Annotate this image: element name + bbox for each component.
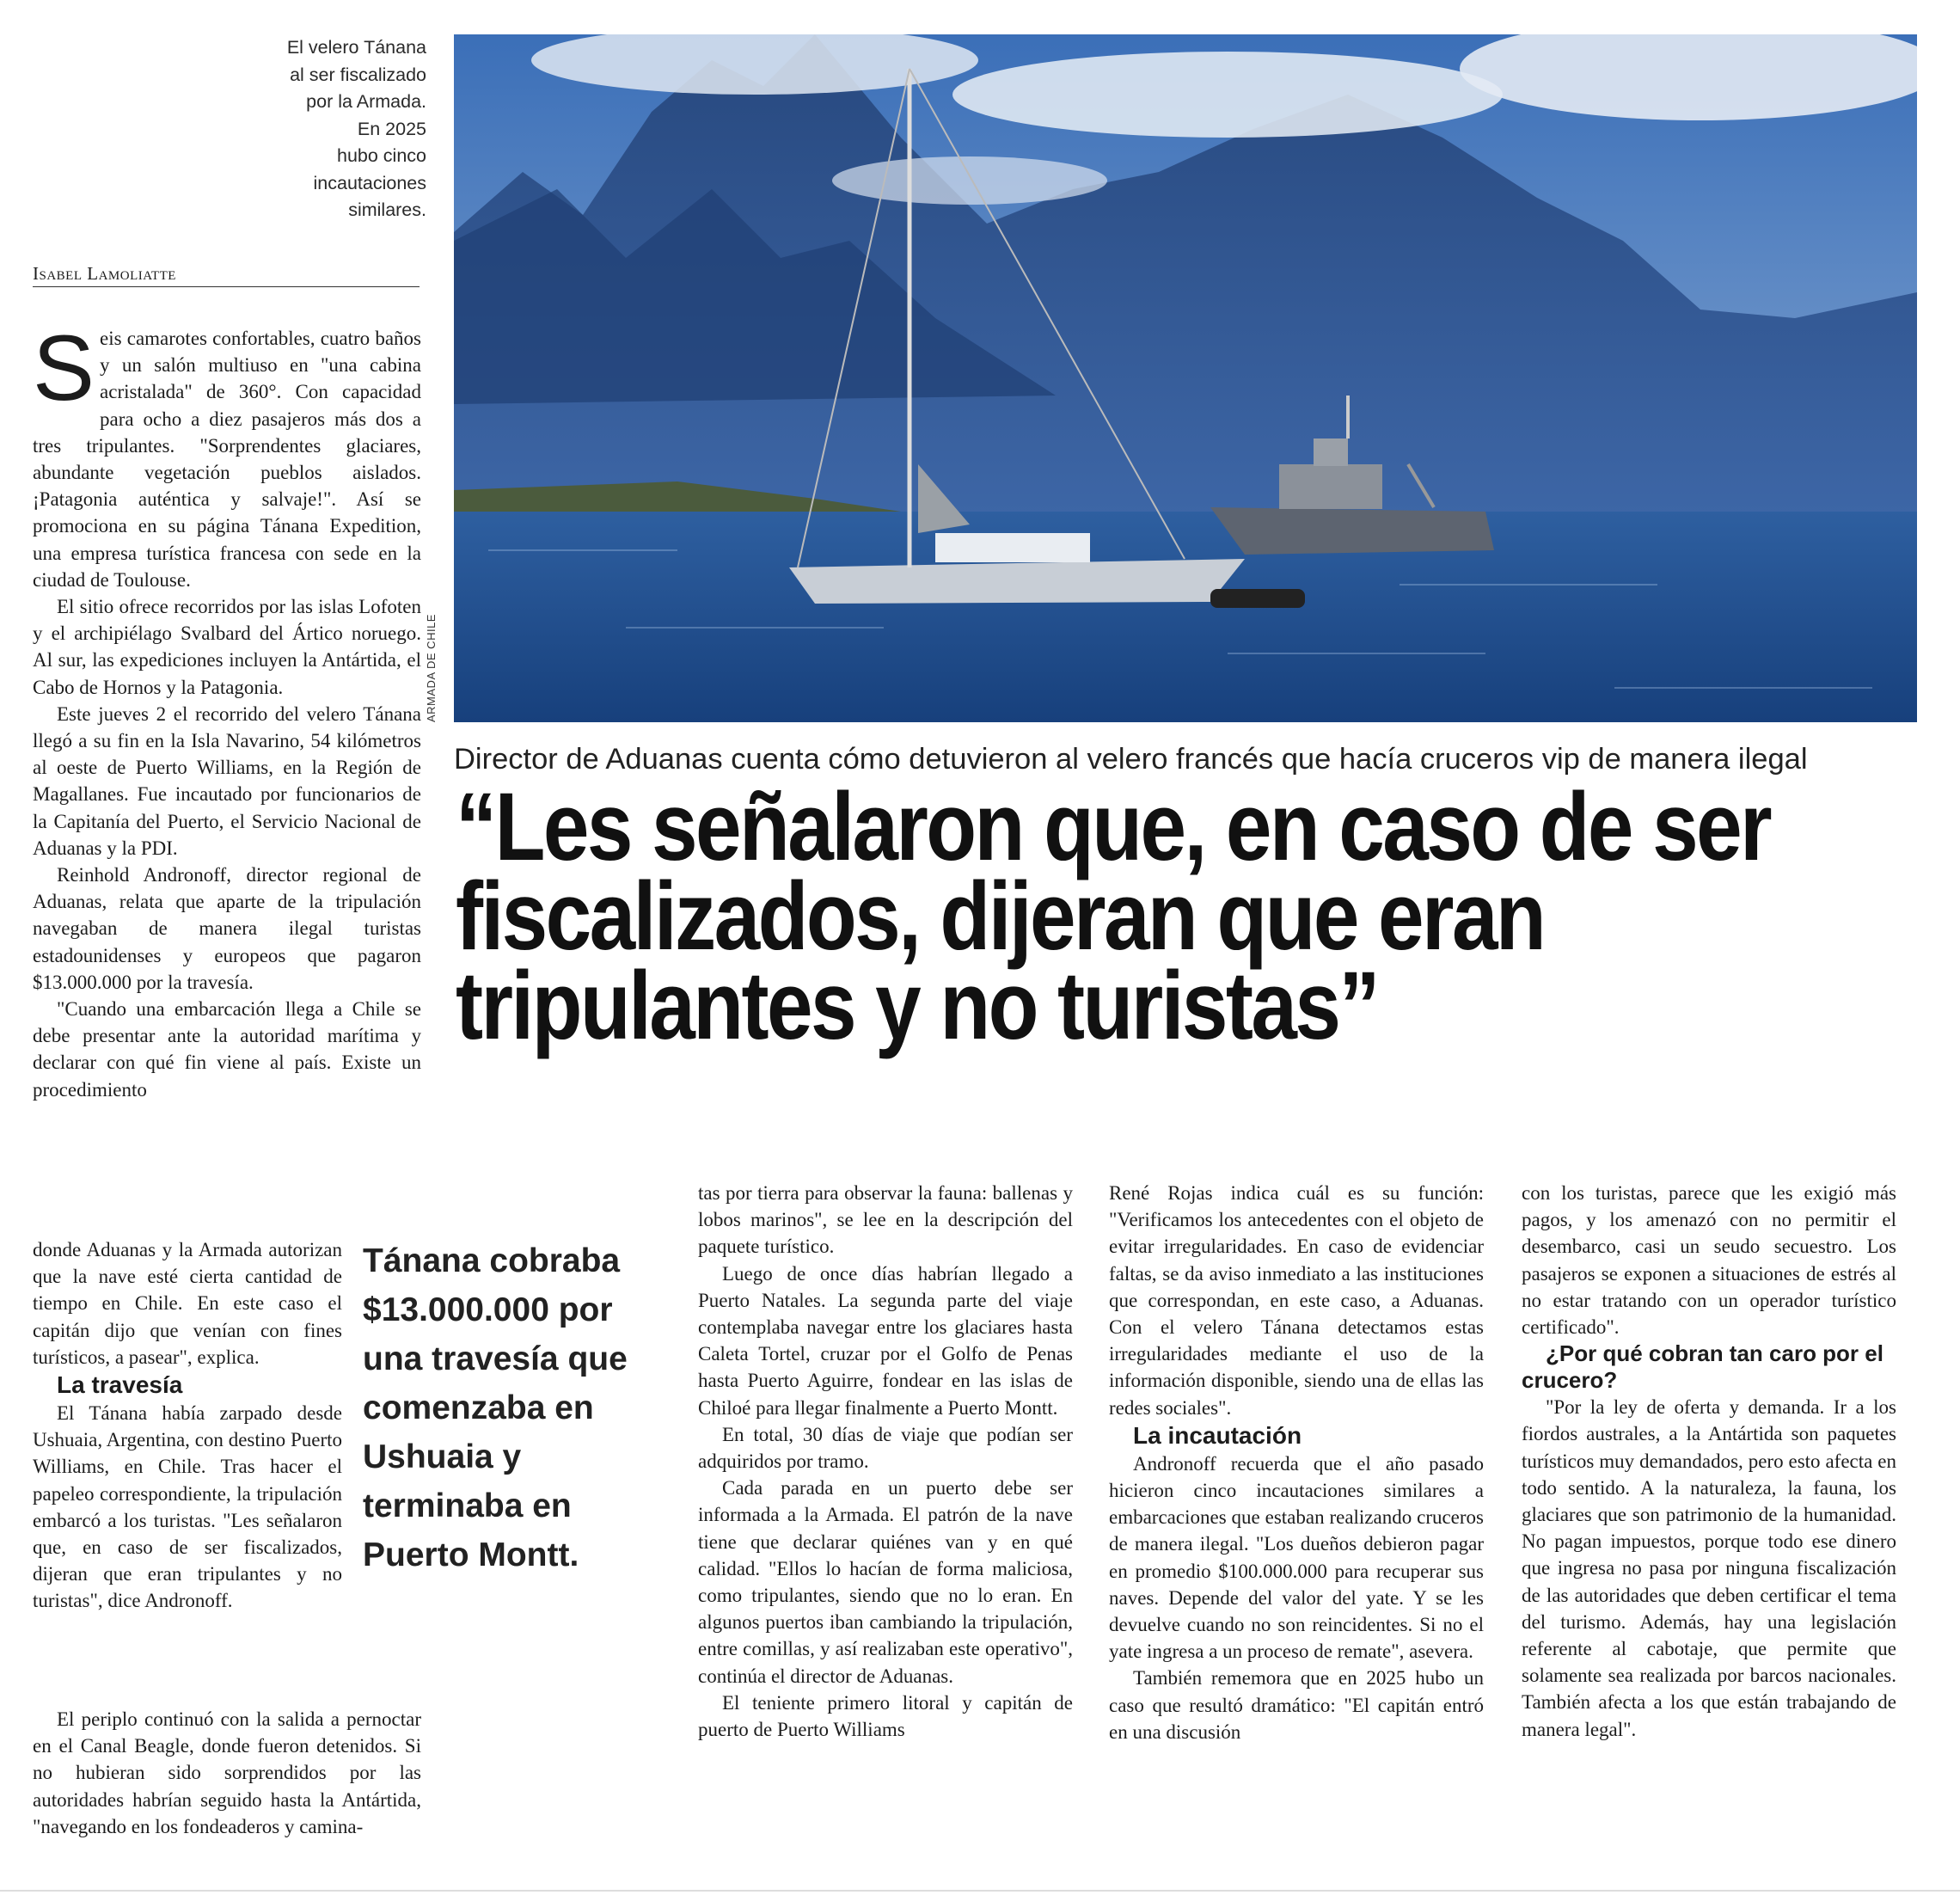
paragraph: Reinhold Andronoff, director regional de Aduanas, relata que aparte de la tripulación navegaban de manera ilegal turistas estadounidenses y europeos que pagaron $13.000.000 por la travesía. xyxy=(33,864,421,993)
paragraph: tas por tierra para observar la fauna: ballenas y lobos marinos", se lee en la descripción del paquete turístico. xyxy=(698,1182,1073,1258)
dropcap: S xyxy=(33,316,95,420)
paragraph: "Por la ley de oferta y demanda. Ir a los fiordos australes, a la Antártida son paquetes turísticos muy demandados, pero esto afecta en todo sentido. A la naturaleza, la fauna, los glaciares que son patrimonio de la humanidad. No pagan impuestos, porque todo ese dinero que ingresa no pasa por ninguna fiscalización de las autoridades que deben certificar el tema del turismo. Además, hay una legislación referente al cabotaje, que permite que solamente sea realizada por barcos nacionales. También afecta a los que están trabajando de manera legal". xyxy=(1522,1396,1896,1740)
byline: Isabel Lamoliatte xyxy=(33,263,420,287)
column-3 xyxy=(1109,1180,1484,1745)
paragraph: Cada parada en un puerto debe ser informada a la Armada. El patrón de la nave tiene que declarar quiénes van y en qué calidad. "Ellos lo hacían de forma maliciosa, como tripulantes, siendo que no lo eran. En algunos puertos iban cambiando la tripulación, entre comillas, y así realizaban este operativo", continúa el director de Aduanas. xyxy=(698,1477,1073,1687)
column-4 xyxy=(1522,1180,1896,1743)
caption-line: El velero Tánana xyxy=(286,37,426,58)
caption-line: por la Armada. xyxy=(306,91,426,112)
caption-line: hubo cinco xyxy=(337,145,426,166)
column-1-bottom xyxy=(33,1706,421,1840)
paragraph: con los turistas, parece que les exigió más pagos, y los amenazó con no permitir el desembarco, casi un seudo secuestro. Los pasajeros se exponen a situaciones de estrés al no estar tratando con un operador turístico certificado". xyxy=(1522,1182,1896,1339)
question-heading: ¿Por qué cobran tan caro por el crucero? xyxy=(1522,1340,1883,1394)
paragraph xyxy=(33,316,421,593)
photo-illustration xyxy=(454,34,1917,722)
paragraph: El periplo continuó con la salida a pernoctar en el Canal Beagle, donde fueron detenidos. Si no hubieran sido sorprendidos por las autoridades habrían seguido hasta la Antártida, "navegando en los fondeaderos y camina- xyxy=(33,1708,421,1837)
caption-line: En 2025 xyxy=(357,118,426,139)
paragraph: Andronoff recuerda que el año pasado hicieron cinco incautaciones similares a embarcaciones que estaban realizando cruceros de manera ilegal. "Los dueños debieron pagar en promedio $100.000.000 para recuperar sus naves. Depende del valor del yate. Y se les devuelve cuando no son reincidentes. Si no el yate ingresa a un proceso de remate", asevera. xyxy=(1109,1452,1484,1663)
paragraph: René Rojas indica cuál es su función: "Verificamos los antecedentes con el objeto de evitar irregularidades. En caso de evidenciar faltas, se da aviso inmediato a las instituciones que correspondan, en este caso, a Aduanas. Con el velero Tánana detectamos estas irregularidades mediante el uso de la información disponible, siendo una de ellas las redes sociales". xyxy=(1109,1182,1484,1419)
pullquote: Tánana cobraba $13.000.000 por una travesía que comenzaba en Ushuaia y terminaba en Puerto Montt. xyxy=(363,1242,628,1573)
paragraph: Este jueves 2 el recorrido del velero Tánana llegó a su fin en la Isla Navarino, 54 kilómetros al oeste de Puerto Williams, en la Región de Magallanes. Fue incautado por funcionarios de la Capitanía del Puerto, el Servicio Nacional de Aduanas y la PDI. xyxy=(33,702,421,859)
paragraph: donde Aduanas y la Armada autorizan que la nave esté cierta cantidad de tiempo en Chile. En este caso el capitán dijo que venían con fines turísticos, a pasear", explica. xyxy=(33,1239,342,1368)
paragraph-text: eis camarotes confortables, cuatro baños y un salón multiuso en "una cabina acristalada" de 360°. Con capacidad para ocho a diez pasajeros más dos a tres tripulantes. "Sorprendentes glaciares, abundante vegetación pueblos aislados. ¡Patagonia auténtica y salvaje!". Así se promociona en su página Tánana Expedition, una empresa turística francesa con sede en la ciudad de Toulouse. xyxy=(33,328,421,591)
paragraph: El teniente primero litoral y capitán de puerto de Puerto Williams xyxy=(698,1691,1073,1741)
subhead-la-incautacion: La incautación xyxy=(1133,1421,1302,1449)
paragraph: El Tánana había zarpado desde Ushuaia, Argentina, con destino Puerto Williams, en Chile. Tras hacer el papeleo correspondiente, la tripulación embarcó a los turistas. "Les señalaron que, en caso de ser fiscalizados, dijeran que eran tripulantes y no turistas", dice Andronoff. xyxy=(33,1402,342,1612)
column-1-narrow xyxy=(33,1236,342,1615)
paragraph: "Cuando una embarcación llega a Chile se debe presentar ante la autoridad marítima y declarar con qué fin viene al país. Existe un procedimiento xyxy=(33,998,421,1101)
subhead-la-travesia: La travesía xyxy=(57,1371,183,1399)
column-1 xyxy=(33,316,421,1103)
photo-caption xyxy=(172,34,426,224)
paragraph: Luego de once días habrían llegado a Puerto Natales. La segunda parte del viaje contemplaba navegar entre los glaciares hasta Caleta Tortel, cruzar por el Golfo de Penas hasta Puerto Aguirre, fondear en las islas de Chiloé para llegar finalmente a Puerto Montt. xyxy=(698,1262,1073,1419)
paragraph: El sitio ofrece recorridos por las islas Lofoten y el archipiélago Svalbard del Ártico noruego. Al sur, las expediciones incluyen la Antártida, el Cabo de Hornos y la Patagonia. xyxy=(33,596,421,698)
paragraph: En total, 30 días de viaje que podían ser adquiridos por tramo. xyxy=(698,1423,1073,1473)
page-edge xyxy=(0,1890,1960,1892)
column-2 xyxy=(698,1180,1073,1743)
sailboat-photo xyxy=(454,34,1917,722)
headline: “Les señalaron que, en caso de ser fiscalizados, dijeran que eran tripulantes y no turistas” xyxy=(456,773,1770,1059)
caption-line: al ser fiscalizado xyxy=(290,64,426,85)
kicker: Director de Aduanas cuenta cómo detuvieron al velero francés que hacía cruceros vip de manera ilegal xyxy=(454,743,1808,776)
caption-line: incautaciones xyxy=(313,172,426,193)
photo-credit xyxy=(418,593,469,722)
caption-line: similares. xyxy=(348,199,426,220)
photo-credit-text: ARMADA DE CHILE xyxy=(425,614,438,722)
paragraph: También rememora que en 2025 hubo un caso que resultó dramático: "El capitán entró en una discusión xyxy=(1109,1667,1484,1743)
